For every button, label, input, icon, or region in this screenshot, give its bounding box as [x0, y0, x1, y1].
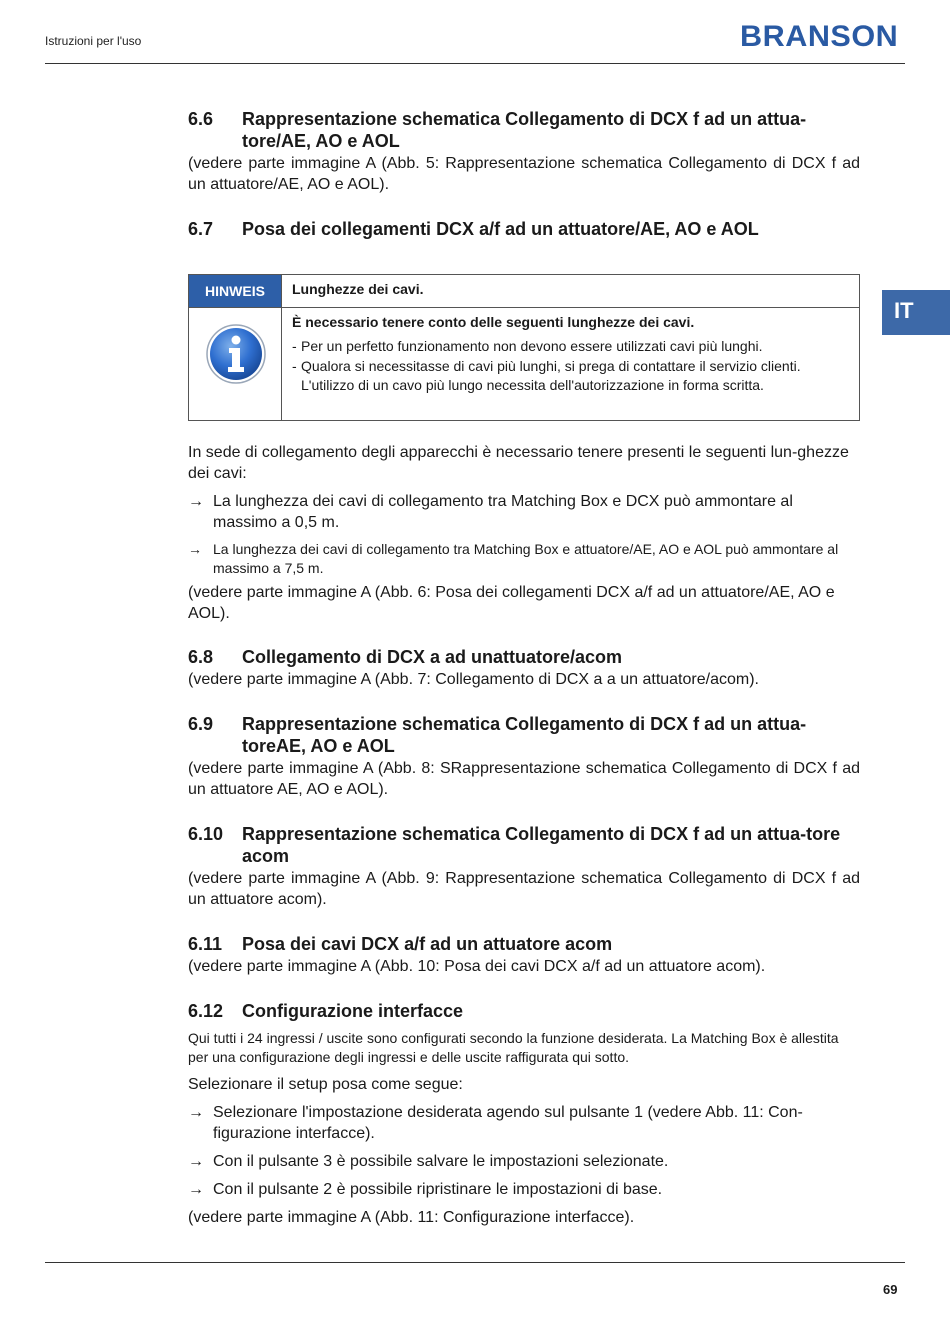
section-title: Rappresentazione schematica Collegamento di DCX f ad un attua-tore/AE, AO e AOL: [242, 109, 807, 151]
section-reference-6-10: (vedere parte immagine A (Abb. 9: Rappresentazione schematica Collegamento di DCX f ad un attuatore acom).: [188, 870, 860, 908]
section-number: 6.6: [188, 109, 214, 129]
section-title: Rappresentazione schematica Collegamento di DCX f ad un attua-toreAE, AO e AOL: [242, 714, 807, 756]
list-item: → Con il pulsante 3 è possibile salvare le impostazioni selezionate.: [188, 1153, 669, 1170]
section-heading-6-10: [188, 823, 860, 867]
list-item: → Selezionare l'impostazione desiderata agendo sul pulsante 1 (vedere Abb. 11: Con-figurazione interfacce).: [188, 1104, 803, 1142]
section-title: Rappresentazione schematica Collegamento di DCX f ad un attua-tore acom: [242, 824, 841, 866]
list-item: → La lunghezza dei cavi di collegamento tra Matching Box e attuatore/AE, AO e AOL può ammontare al massimo a 7,5 m.: [188, 541, 839, 576]
section-number: 6.9: [188, 714, 214, 734]
notice-lead: È necessario tenere conto delle seguenti lunghezze dei cavi.: [292, 314, 695, 330]
cable-reference: (vedere parte immagine A (Abb. 6: Posa dei collegamenti DCX a/f ad un attuatore/AE, AO e AOL).: [188, 584, 835, 622]
footer-divider: [45, 1262, 905, 1263]
cable-intro-paragraph: In sede di collegamento degli apparecchi è necessario tenere presenti le seguenti lun-ghezze dei cavi:: [188, 444, 849, 482]
notice-tag: HINWEIS: [189, 275, 281, 307]
section-number: 6.12: [188, 1001, 224, 1021]
arrow-right-icon: →: [188, 1181, 204, 1198]
notice-title: Lunghezze dei cavi.: [292, 281, 424, 297]
section-heading-6-9: [188, 713, 860, 757]
list-item: → Con il pulsante 2 è possibile ripristinare le impostazioni di base.: [188, 1181, 663, 1198]
arrow-right-icon: →: [188, 1104, 204, 1121]
section-title: Collegamento di DCX a ad unattuatore/acom: [242, 647, 623, 667]
section-heading-6-12: [188, 1000, 860, 1022]
section-reference-6-12: (vedere parte immagine A (Abb. 11: Configurazione interfacce).: [188, 1209, 635, 1226]
section-title: Posa dei collegamenti DCX a/f ad un attuatore/AE, AO e AOL: [242, 219, 759, 239]
section-title: Configurazione interfacce: [242, 1001, 464, 1021]
section-reference-6-11: (vedere parte immagine A (Abb. 10: Posa dei cavi DCX a/f ad un attuatore acom).: [188, 958, 766, 975]
section-reference-6-6: (vedere parte immagine A (Abb. 5: Rappresentazione schematica Collegamento di DCX f ad un attuatore/AE, AO e AOL).: [188, 155, 860, 193]
brand-logo: BRANSON: [740, 20, 899, 53]
section-number: 6.11: [188, 934, 223, 954]
info-icon: [205, 323, 267, 385]
arrow-right-icon: →: [188, 1153, 204, 1170]
section-heading-6-6: [188, 108, 860, 152]
notice-box: [188, 274, 860, 421]
section-reference-6-9: (vedere parte immagine A (Abb. 8: SRappresentazione schematica Collegamento di DCX f ad un attuatore AE, AO e AOL).: [188, 760, 860, 798]
section-heading-6-8: [188, 646, 860, 668]
header-divider: [45, 63, 905, 64]
setup-instruction: Selezionare il setup posa come segue:: [188, 1076, 463, 1093]
header-title: Istruzioni per l'uso: [45, 34, 142, 48]
section-body-6-12: Qui tutti i 24 ingressi / uscite sono configurati secondo la funzione desiderata. La Matching Box è allestita per una configurazione degli ingressi e delle uscite raffigurata qui sotto.: [188, 1030, 839, 1065]
list-item: → La lunghezza dei cavi di collegamento tra Matching Box e DCX può ammontare al massimo a 0,5 m.: [188, 493, 793, 531]
arrow-right-icon: →: [188, 541, 202, 557]
language-tab: IT: [882, 290, 950, 335]
section-heading-6-11: [188, 933, 860, 955]
notice-item: - Per un perfetto funzionamento non devono essere utilizzati cavi più lunghi.: [292, 338, 763, 354]
section-number: 6.7: [188, 219, 214, 239]
notice-divider-vertical: [281, 275, 282, 420]
notice-divider-horizontal: [189, 307, 859, 308]
arrow-right-icon: →: [188, 493, 204, 510]
section-title: Posa dei cavi DCX a/f ad un attuatore acom: [242, 934, 613, 954]
section-reference-6-8: (vedere parte immagine A (Abb. 7: Collegamento di DCX a a un attuatore/acom).: [188, 671, 759, 688]
section-number: 6.10: [188, 824, 224, 844]
section-number: 6.8: [188, 647, 214, 667]
page-number: 69: [883, 1282, 898, 1297]
section-heading-6-7: [188, 218, 860, 240]
notice-item: - Qualora si necessitasse di cavi più lunghi, si prega di contattare il servizio clienti. L'utilizzo di un cavo più lungo necessita dell'autorizzazione in forma scritta.: [292, 358, 801, 393]
